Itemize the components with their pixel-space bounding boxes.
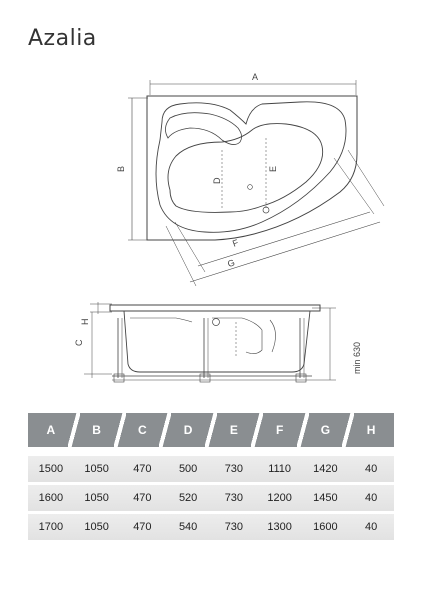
table-cell: 540 xyxy=(178,521,198,533)
top-view xyxy=(128,80,384,286)
header-h: H xyxy=(348,413,394,447)
table-row xyxy=(28,514,394,540)
table-cell: 1050 xyxy=(84,463,109,475)
table-cell: 520 xyxy=(178,492,198,504)
table-cell: 40 xyxy=(365,521,378,533)
table-cell: 730 xyxy=(224,492,244,504)
table-cell: 1450 xyxy=(313,492,338,504)
table-row xyxy=(28,456,394,482)
label-h: H xyxy=(80,318,90,325)
table-cell: 470 xyxy=(133,521,152,533)
label-e: E xyxy=(268,165,278,172)
label-c: C xyxy=(74,339,84,346)
table-cell: 1300 xyxy=(267,521,292,533)
table-cell: 730 xyxy=(224,463,244,475)
label-a: A xyxy=(252,72,259,82)
table-cell: 470 xyxy=(133,492,152,504)
table-row xyxy=(28,485,394,511)
header-d: D xyxy=(165,413,211,447)
table-cell: 1050 xyxy=(84,521,109,533)
table-cell: 1700 xyxy=(38,521,64,533)
header-b: B xyxy=(74,413,120,447)
table-cell: 500 xyxy=(178,463,198,475)
label-g: G xyxy=(226,257,237,270)
label-d: D xyxy=(212,177,222,184)
table-cell: 730 xyxy=(224,521,244,533)
label-b: B xyxy=(116,165,126,172)
side-view xyxy=(84,302,336,382)
table-cell: 1500 xyxy=(38,463,64,475)
table-cell: 1200 xyxy=(267,492,292,504)
header-e: E xyxy=(211,413,257,447)
table-cell: 1110 xyxy=(268,463,292,475)
label-min: min 630 xyxy=(352,341,362,374)
table-header xyxy=(28,413,394,447)
label-f: F xyxy=(231,237,240,249)
table-cell: 40 xyxy=(365,463,378,475)
header-c: C xyxy=(120,413,166,447)
table-cell: 1600 xyxy=(313,521,338,533)
header-f: F xyxy=(257,413,303,447)
table-cell: 1420 xyxy=(313,463,338,475)
header-g: G xyxy=(303,413,349,447)
header-a: A xyxy=(46,423,56,437)
table-cell: 1600 xyxy=(38,492,64,504)
table-cell: 40 xyxy=(365,492,378,504)
table-cell: 1050 xyxy=(84,492,109,504)
product-title: Azalia xyxy=(28,26,97,51)
table-cell: 470 xyxy=(133,463,152,475)
